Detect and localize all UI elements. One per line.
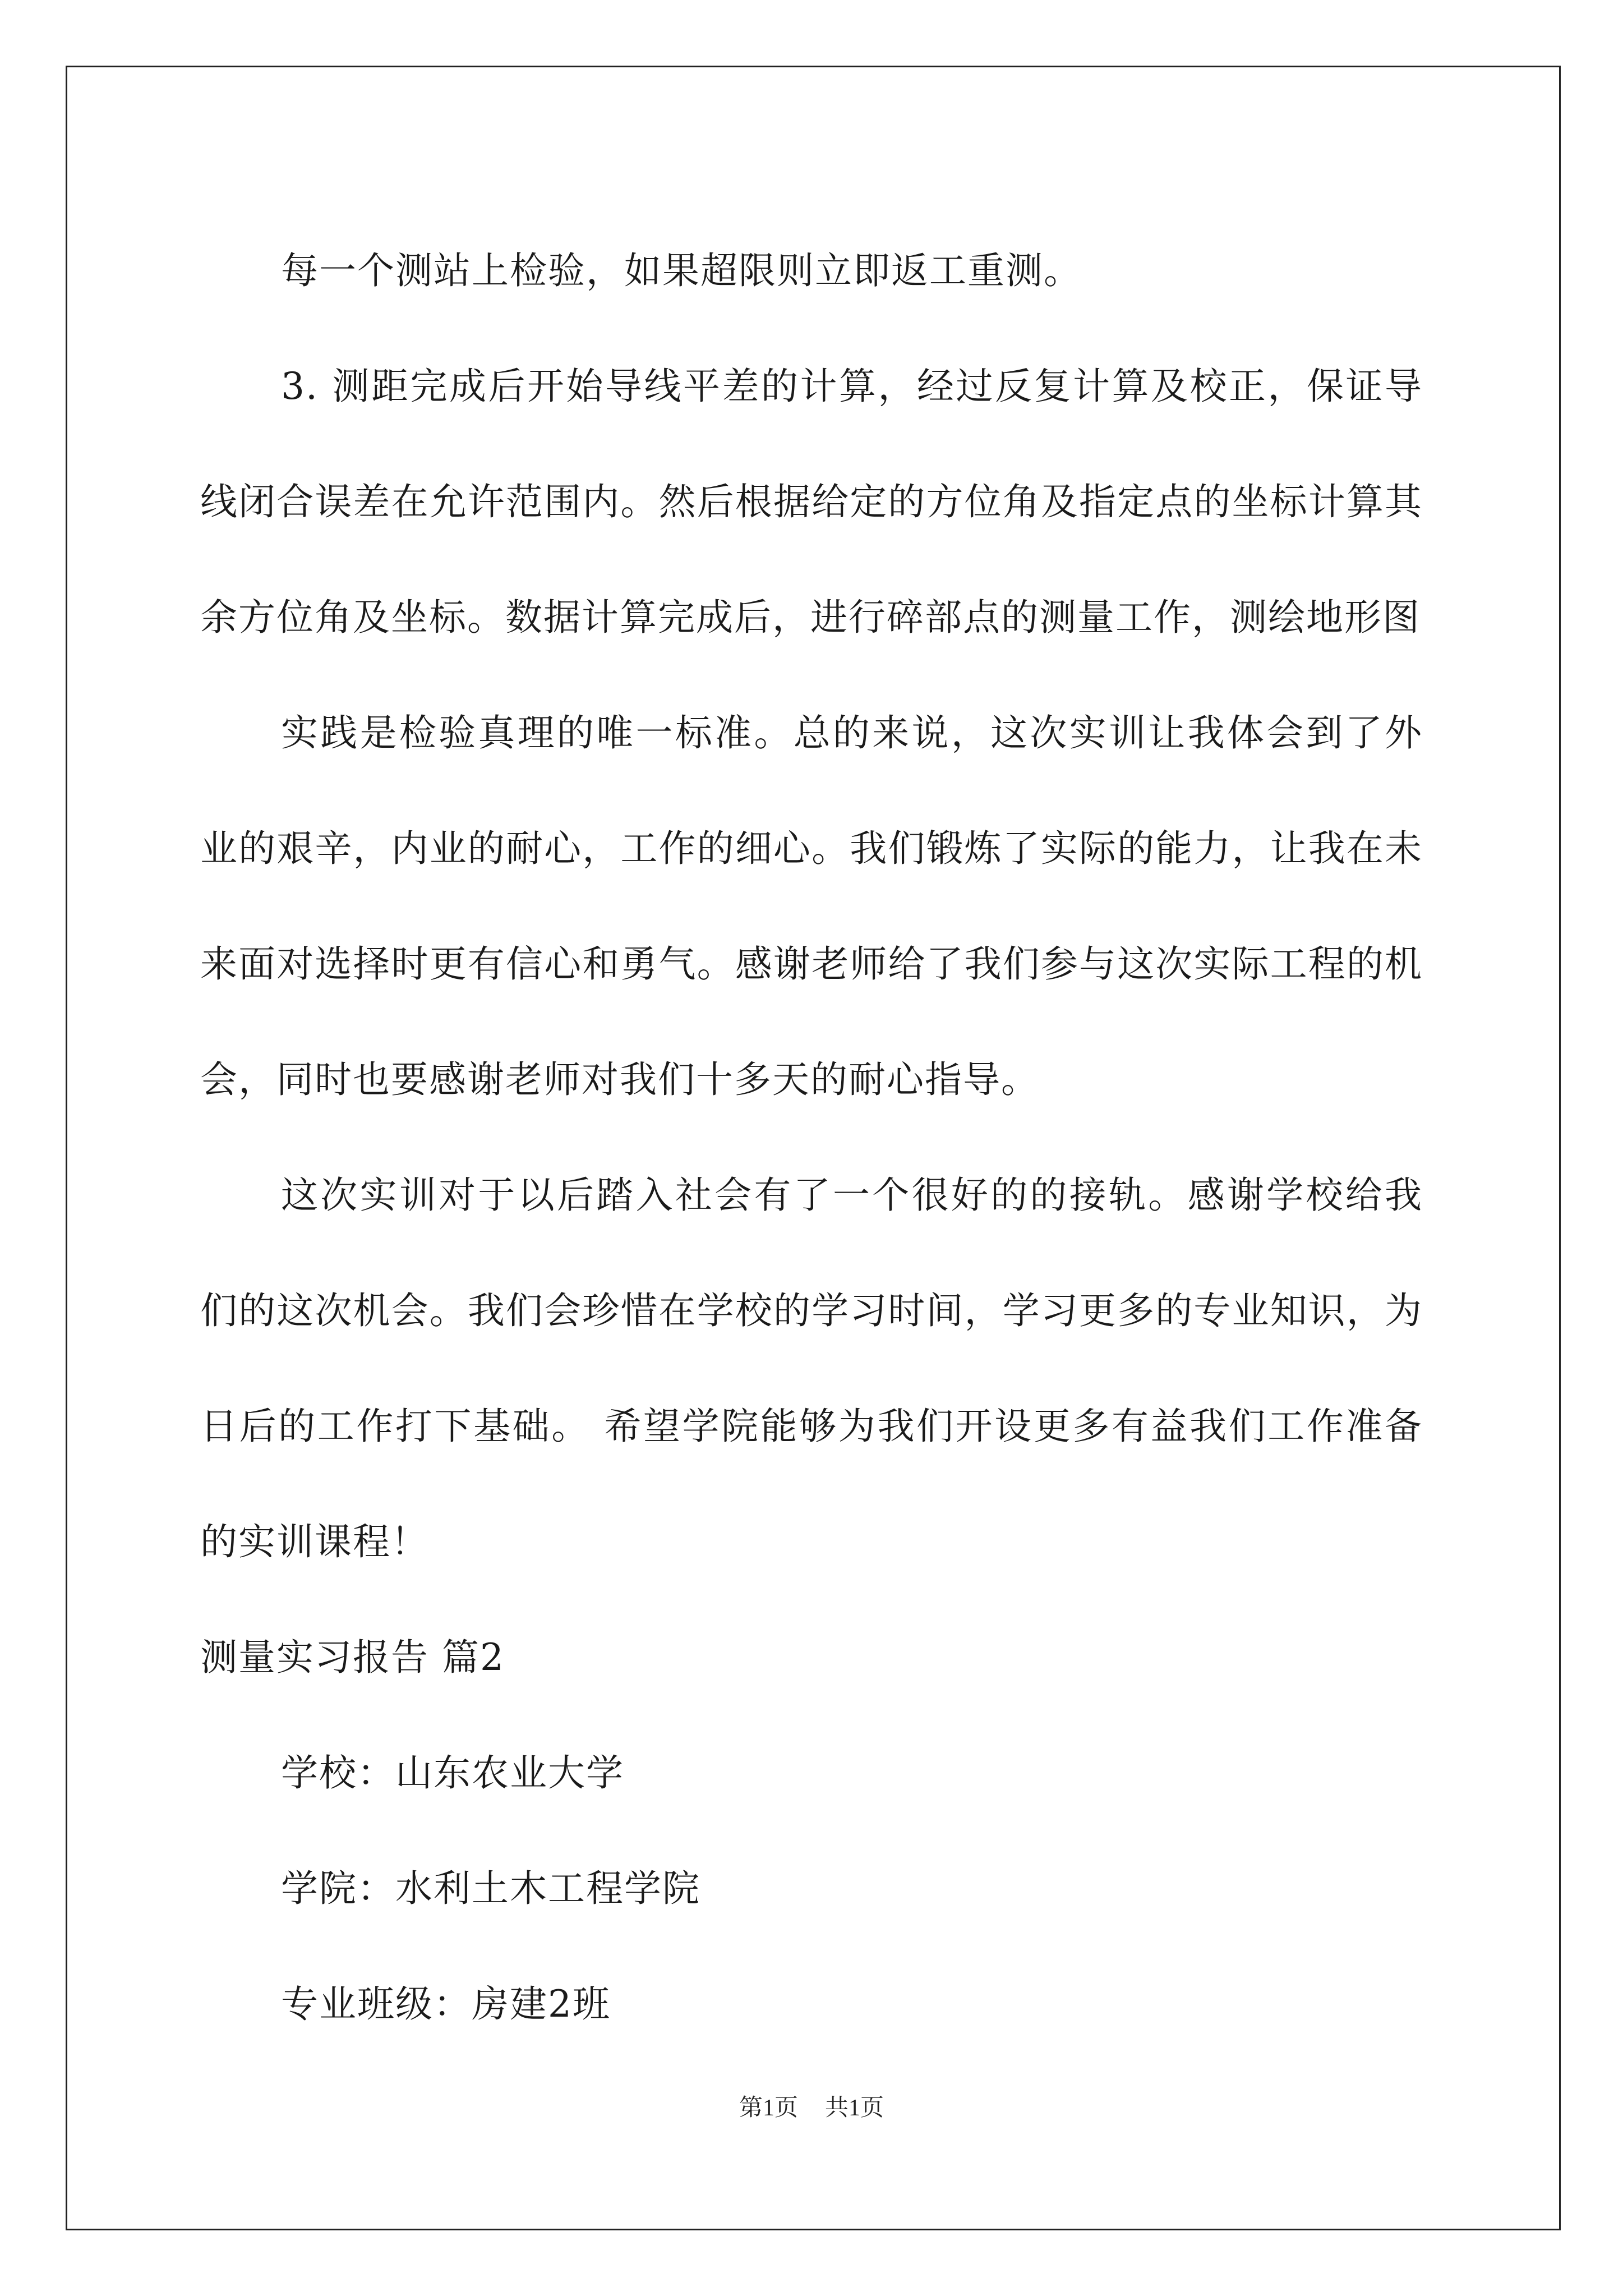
section-heading: 测量实习报告 篇2 — [200, 1636, 505, 1679]
info-line-class: 专业班级：房建2班 — [281, 1982, 611, 2026]
page-total: 共1页 — [825, 2095, 884, 2121]
page-footer — [0, 2089, 1623, 2123]
body-paragraph: 这次实训对于以后踏入社会有了一个很好的的接轨。感谢学校给我们的这次机会。我们会珍惜在学校的学习时间，学习更多的专业知识，为日后的工作打下基础。 希望学院能够为我们开设更多有益我们工作准备的实训课程！ — [200, 1174, 1423, 1563]
page-number: 第1页 — [739, 2095, 798, 2121]
body-paragraph: 每一个测站上检验，如果超限则立即返工重测。 — [281, 249, 1082, 292]
document-body — [200, 213, 1423, 2062]
info-line-college: 学院：水利土木工程学院 — [281, 1867, 700, 1910]
body-paragraph: 3. 测距完成后开始导线平差的计算，经过反复计算及校正，保证导线闭合误差在允许范围内。然后根据给定的方位角及指定点的坐标计算其余方位角及坐标。数据计算完成后，进行碎部点的测量工作，测绘地形图 — [200, 365, 1423, 639]
info-line-school: 学校：山东农业大学 — [281, 1751, 624, 1795]
body-paragraph: 实践是检验真理的唯一标准。总的来说，这次实训让我体会到了外业的艰辛，内业的耐心，工作的细心。我们锻炼了实际的能力，让我在未来面对选择时更有信心和勇气。感谢老师给了我们参与这次实际工程的机会，同时也要感谢老师对我们十多天的耐心指导。 — [200, 711, 1423, 1101]
